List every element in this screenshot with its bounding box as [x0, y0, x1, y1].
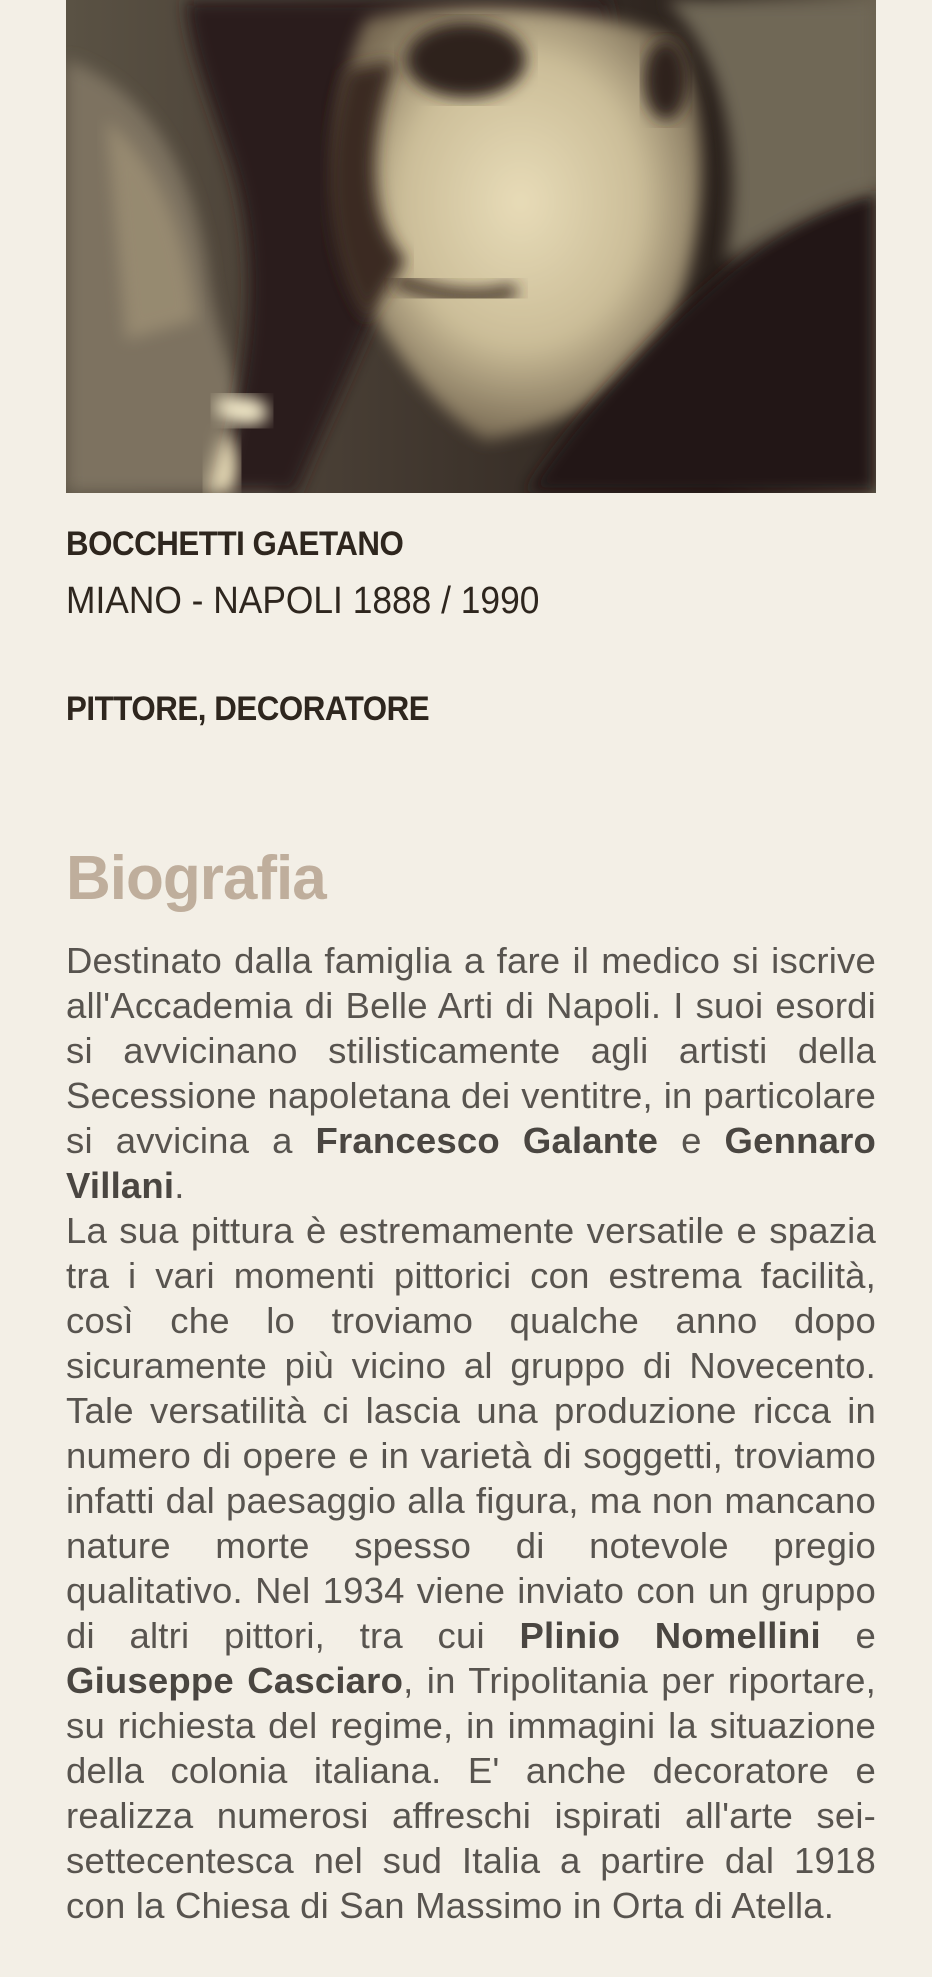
- artist-portrait-photo: [66, 0, 876, 493]
- biography-paragraph-1: [66, 938, 876, 1208]
- bio-text-span: Destinato dalla famiglia a fare il medico si iscrive all'Accademia di Belle Arti di Napoli. I suoi esordi si avvicinano stilisticamente agli artisti della Secessione napoletana dei ventitre, in particolare si avvicina a: [66, 940, 876, 1161]
- bio-text-span: La sua pittura è estremamente versatile e spazia tra i vari momenti pittorici con estrema facilità, così che lo troviamo qualche anno dopo sicuramente più vicino al gruppo di Novecento. Tale versatilità ci lascia una produzione ricca in numero di opere e in varietà di soggetti, troviamo infatti dal paesaggio alla figura, ma non mancano nature morte spesso di notevole pregio qualitativo. Nel 1934 viene inviato con un gruppo di altri pittori, tra cui: [66, 1210, 876, 1656]
- artist-places-years: MIANO - NAPOLI 1888 / 1990: [66, 580, 540, 622]
- bio-text-span: .: [174, 1165, 185, 1206]
- biography-heading: Biografia: [66, 844, 326, 913]
- biography-paragraph-2: [66, 1208, 876, 1928]
- bio-text-span: , in Tripolitania per riportare, su richiesta del regime, in immagini la situazione della colonia italiana. E' anche decoratore e realizza numerosi affreschi ispirati all'arte sei-settecentesca nel sud Italia a partire dal 1918 con la Chiesa di San Massimo in Orta di Atella.: [66, 1660, 876, 1926]
- bio-name-plinio-nomellini: Plinio Nomellini: [519, 1615, 821, 1656]
- biography-text: [66, 938, 876, 1928]
- bio-name-gennaro-villani: Gennaro Villani: [66, 1120, 876, 1206]
- bio-text-span: e: [820, 1615, 876, 1656]
- artist-role: PITTORE, DECORATORE: [66, 690, 430, 728]
- artist-name: BOCCHETTI GAETANO: [66, 525, 404, 563]
- bio-text-span: e: [658, 1120, 725, 1161]
- bio-name-francesco-galante: Francesco Galante: [315, 1120, 659, 1161]
- portrait-image: [66, 0, 876, 493]
- bio-name-giuseppe-casciaro: Giuseppe Casciaro: [66, 1660, 404, 1701]
